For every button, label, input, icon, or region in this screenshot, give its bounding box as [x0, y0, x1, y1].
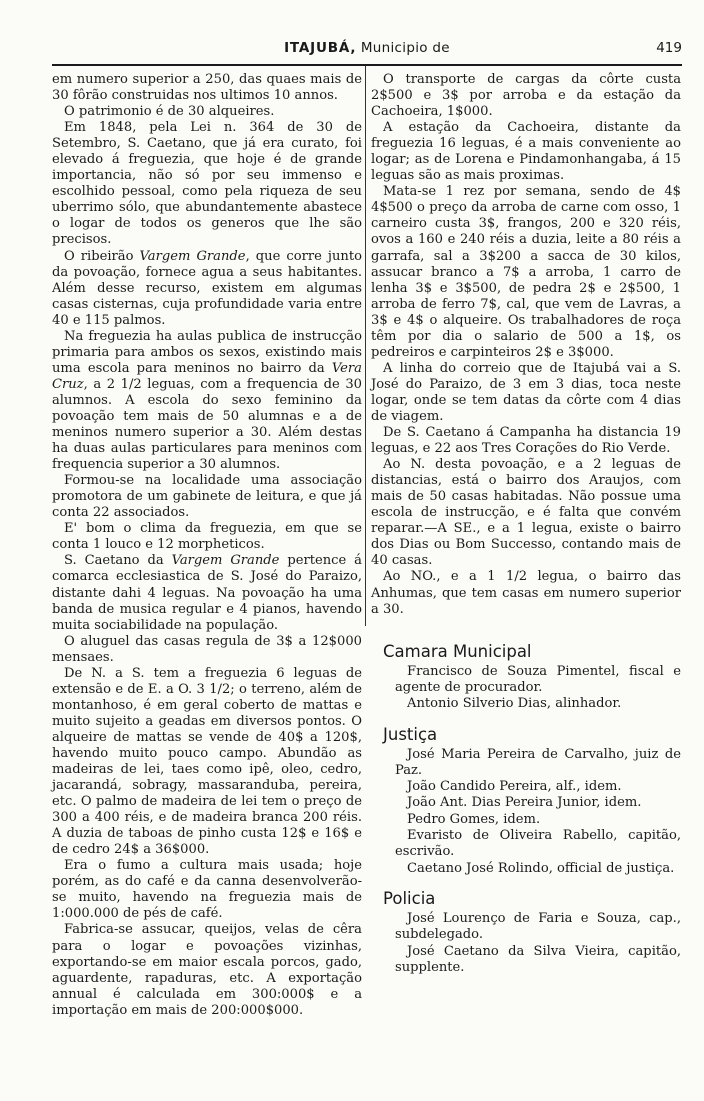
official-entry: José Maria Pereira de Carvalho, juiz de Paz.	[395, 746, 681, 778]
running-header	[52, 40, 682, 64]
paragraph: O transporte de cargas da côrte custa 2$500 e 3$ por arroba e da estação da Cachoeira, 1$000.	[371, 72, 681, 120]
paragraph: Ao N. desta povoação, e a 2 leguas de distancias, está o bairro dos Araujos, com mais de 50 casas habitadas. Não possue uma escola de instrucção, e é falta que convém reparar.—A SE., e a 1 legua, existe o bairro dos Dias ou Bom Successo, contando mais de 40 casas.	[371, 457, 681, 569]
italic-place-name: Vargem Grande	[171, 553, 280, 569]
official-entry: João Ant. Dias Pereira Junior, idem.	[407, 795, 642, 811]
paragraph: O aluguel das casas regula de 3$ a 12$000 mensaes.	[52, 633, 362, 665]
paragraph: Ao NO., e a 1 1/2 legua, o bairro das Anhumas, que tem casas em numero superior a 30.	[371, 569, 681, 617]
header-title-rest: Municipio de	[356, 40, 450, 56]
italic-place-name: Vargem Grande	[139, 248, 246, 264]
paragraph: Na freguezia ha aulas publica de instrucção primaria para ambos os sexos, existindo mais uma escola para meninos no bairro da Vera Cruz, a 2 1/2 leguas, com a frequencia de 30 alumnos. A escola do sexo feminino da povoação tem mais de 50 alumnas e a de meninos numero superior a 30. Além destas ha duas aulas particulares para meninos com frequencia superior a 30 alumnos.	[52, 328, 362, 473]
right-column	[371, 72, 681, 976]
paragraph: em numero superior a 250, das quaes mais de 30 fôrão construidas nos ultimos 10 annos.	[52, 72, 362, 104]
header-title-bold: ITAJUBÁ,	[284, 40, 357, 56]
paragraph: A linha do correio que de Itajubá vai a S. José do Paraizo, de 3 em 3 dias, toca neste logar, onde se tem datas da côrte com 4 dias de viagem.	[371, 360, 681, 424]
italic-place-name: Vera Cruz	[52, 360, 362, 392]
column-divider	[365, 66, 366, 626]
header-rule	[52, 64, 682, 66]
paragraph: De S. Caetano á Campanha ha distancia 19 leguas, e 22 aos Tres Corações do Rio Verde.	[371, 425, 681, 457]
paragraph: Era o fumo a cultura mais usada; hoje porém, as do café e da canna desenvolverão-se muito, havendo na freguezia mais de 1:000.000 de pés de café.	[52, 858, 362, 922]
official-entry: Antonio Silverio Dias, alinhador.	[407, 696, 622, 712]
section-heading: Policia	[383, 888, 436, 908]
paragraph: E' bom o clima da freguezia, em que se conta 1 louco e 12 morpheticos.	[52, 521, 362, 553]
official-entry: Caetano José Rolindo, official de justiça.	[407, 860, 675, 876]
paragraph: Mata-se 1 rez por semana, sendo de 4$ 4$500 o preço da arroba de carne com osso, 1 carneiro custa 3$, frangos, 200 e 320 réis, ovos a 160 e 240 réis a duzia, leite a 80 réis a garrafa, sal a 3$200 a sacca de 30 kilos, assucar branco a 7$ a arroba, 1 carro de lenha 3$ e 3$500, de pedra 2$ e 2$500, 1 arroba de ferro 7$, cal, que vem de Lavras, a 3$ e 4$ o alqueire. Os trabalhadores de roça têm por dia o salario de 500 a 1$, os pedreiros e carpinteiros 2$ e 3$000.	[371, 184, 681, 360]
official-entry: Evaristo de Oliveira Rabello, capitão, escrivão.	[395, 828, 681, 860]
official-entry: José Caetano da Silva Vieira, capitão, supplente.	[395, 943, 681, 975]
paragraph: A estação da Cachoeira, distante da freguezia 16 leguas, é a mais conveniente ao logar; as de Lorena e Pindamonhangaba, á 15 leguas são as mais proximas.	[371, 120, 681, 184]
paragraph: O ribeirão Vargem Grande, que corre junto da povoação, fornece agua a seus habitantes. Além desse recurso, existem em algumas casas cisternas, cuja profundidade varia entre 40 e 115 palmos.	[52, 248, 362, 328]
page-number: 419	[656, 40, 682, 56]
official-entry: Francisco de Souza Pimentel, fiscal e agente de procurador.	[395, 663, 681, 695]
section-heading: Justiça	[383, 724, 438, 744]
paragraph: Fabrica-se assucar, queijos, velas de cêra para o logar e povoações vizinhas, exportando-se em maior escala porcos, gado, aguardente, rapaduras, etc. A exportação annual é calculada em 300:000$ e a importação em mais de 200:000$000.	[52, 922, 362, 1018]
paragraph: O patrimonio é de 30 alqueires.	[64, 104, 275, 120]
paragraph: De N. a S. tem a freguezia 6 leguas de extensão e de E. a O. 3 1/2; o terreno, além de montanhoso, é em geral coberto de mattas e muito sujeito a geadas em diversos pontos. O alqueire de mattas se vende de 40$ a 120$, havendo muito pouco campo. Abundão as madeiras de lei, taes como ipê, oleo, cedro, jacarandá, sobragy, massaranduba, pereira, etc. O palmo de madeira de lei tem o preço de 300 a 400 réis, e de madeira branca 200 réis. A duzia de taboas de pinho custa 12$ e 16$ e de cedro 24$ a 36$000.	[52, 665, 362, 858]
official-entry: João Candido Pereira, alf., idem.	[407, 779, 622, 795]
paragraph: S. Caetano da Vargem Grande pertence á comarca ecclesiastica de S. José do Paraizo, distante dahi 4 leguas. Na povoação ha uma banda de musica regular e 4 pianos, havendo muita sociabilidade na população.	[52, 553, 362, 633]
paragraph: Em 1848, pela Lei n. 364 de 30 de Setembro, S. Caetano, que já era curato, foi elevado á freguezia, que hoje é de grande importancia, não só por seu immenso e escolhido pessoal, como pela riqueza de seu uberrimo sólo, que abundantemente abastece o logar de todos os generos que lhe são precisos.	[52, 120, 362, 248]
section-heading: Camara Municipal	[383, 641, 532, 661]
official-entry: José Lourenço de Faria e Souza, cap., subdelegado.	[395, 911, 681, 943]
official-entry: Pedro Gomes, idem.	[407, 811, 541, 827]
header-title	[52, 40, 682, 56]
left-column	[52, 72, 362, 1019]
paragraph: Formou-se na localidade uma associação promotora de um gabinete de leitura, e que já conta 22 associados.	[52, 473, 362, 521]
